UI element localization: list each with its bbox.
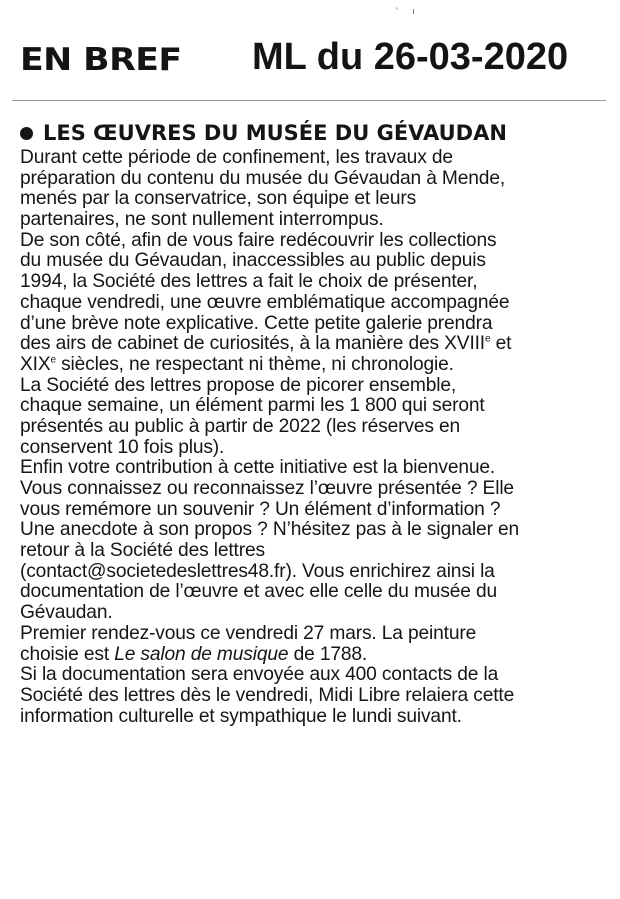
scan-mark: ' ı bbox=[396, 6, 421, 16]
body-line: Société des lettres dès le vendredi, Midi Libre relaiera cette bbox=[20, 684, 515, 706]
article-body bbox=[20, 148, 610, 727]
body-fragment: choisie est bbox=[20, 643, 115, 665]
body-line bbox=[20, 334, 610, 355]
body-line: présentés au public à partir de 2022 (les réserves en bbox=[20, 415, 461, 437]
body-fragment: et bbox=[490, 333, 512, 355]
body-line: Premier rendez-vous ce vendredi 27 mars. La peinture bbox=[20, 622, 477, 644]
body-line: vous remémore un souvenir ? Un élément d’information ? bbox=[20, 498, 501, 520]
body-line: Vous connaissez ou reconnaissez l’œuvre présentée ? Elle bbox=[20, 478, 514, 499]
article bbox=[20, 118, 610, 727]
body-line: Si la documentation sera envoyée aux 400 contacts de la bbox=[20, 664, 499, 686]
body-fragment: siècles, ne respectant ni thème, ni chronologie. bbox=[55, 353, 454, 375]
artwork-title: Le salon de musique bbox=[114, 643, 289, 665]
body-line: (contact@societedeslettres48.fr). Vous enrichirez ainsi la bbox=[20, 560, 495, 582]
body-line: 1994, la Société des lettres a fait le choix de présenter, bbox=[20, 271, 478, 293]
rubric-title: EN BREF bbox=[20, 42, 182, 78]
body-line: retour à la Société des lettres bbox=[20, 540, 265, 562]
body-line: Gévaudan. bbox=[20, 602, 113, 624]
superscript-ordinal: e bbox=[485, 333, 491, 345]
body-line: du musée du Gévaudan, inaccessibles au public depuis bbox=[20, 250, 486, 272]
body-line: chaque semaine, un élément parmi les 1 800 qui seront bbox=[20, 395, 485, 417]
body-line: information culturelle et sympathique le lundi suivant. bbox=[20, 705, 462, 727]
body-fragment: des airs de cabinet de curiosités, à la manière des XVIII bbox=[20, 333, 485, 355]
body-line: La Société des lettres propose de picorer ensemble, bbox=[20, 374, 457, 396]
body-line bbox=[20, 645, 610, 666]
body-line: Enfin votre contribution à cette initiative est la bienvenue. bbox=[20, 457, 496, 479]
body-line: Durant cette période de confinement, les travaux de bbox=[20, 147, 453, 168]
bullet-icon bbox=[20, 127, 33, 140]
body-line: conservent 10 fois plus). bbox=[20, 436, 225, 458]
body-line: menés par la conservatrice, son équipe et leurs bbox=[20, 188, 417, 210]
headline-text: LES ŒUVRES DU MUSÉE DU GÉVAUDAN bbox=[43, 121, 507, 145]
body-line: Une anecdote à son propos ? N’hésitez pas à le signaler en bbox=[20, 519, 520, 541]
article-headline bbox=[20, 118, 610, 148]
header-divider bbox=[12, 100, 606, 101]
source-date-label: ML du 26-03-2020 bbox=[252, 36, 569, 78]
body-line: chaque vendredi, une œuvre emblématique accompagnée bbox=[20, 291, 510, 313]
body-line: documentation de l’œuvre et avec elle celle du musée du bbox=[20, 581, 498, 603]
body-line: d’une brève note explicative. Cette petite galerie prendra bbox=[20, 312, 493, 334]
body-line: partenaires, ne sont nullement interrompus. bbox=[20, 209, 384, 231]
body-line: De son côté, afin de vous faire redécouvrir les collections bbox=[20, 229, 497, 251]
body-fragment: de 1788. bbox=[288, 643, 368, 665]
body-line: préparation du contenu du musée du Gévaudan à Mende, bbox=[20, 167, 506, 189]
body-fragment: XIX bbox=[20, 353, 51, 375]
clipping-header bbox=[12, 36, 612, 90]
body-line bbox=[20, 355, 610, 376]
superscript-ordinal: e bbox=[50, 354, 56, 366]
